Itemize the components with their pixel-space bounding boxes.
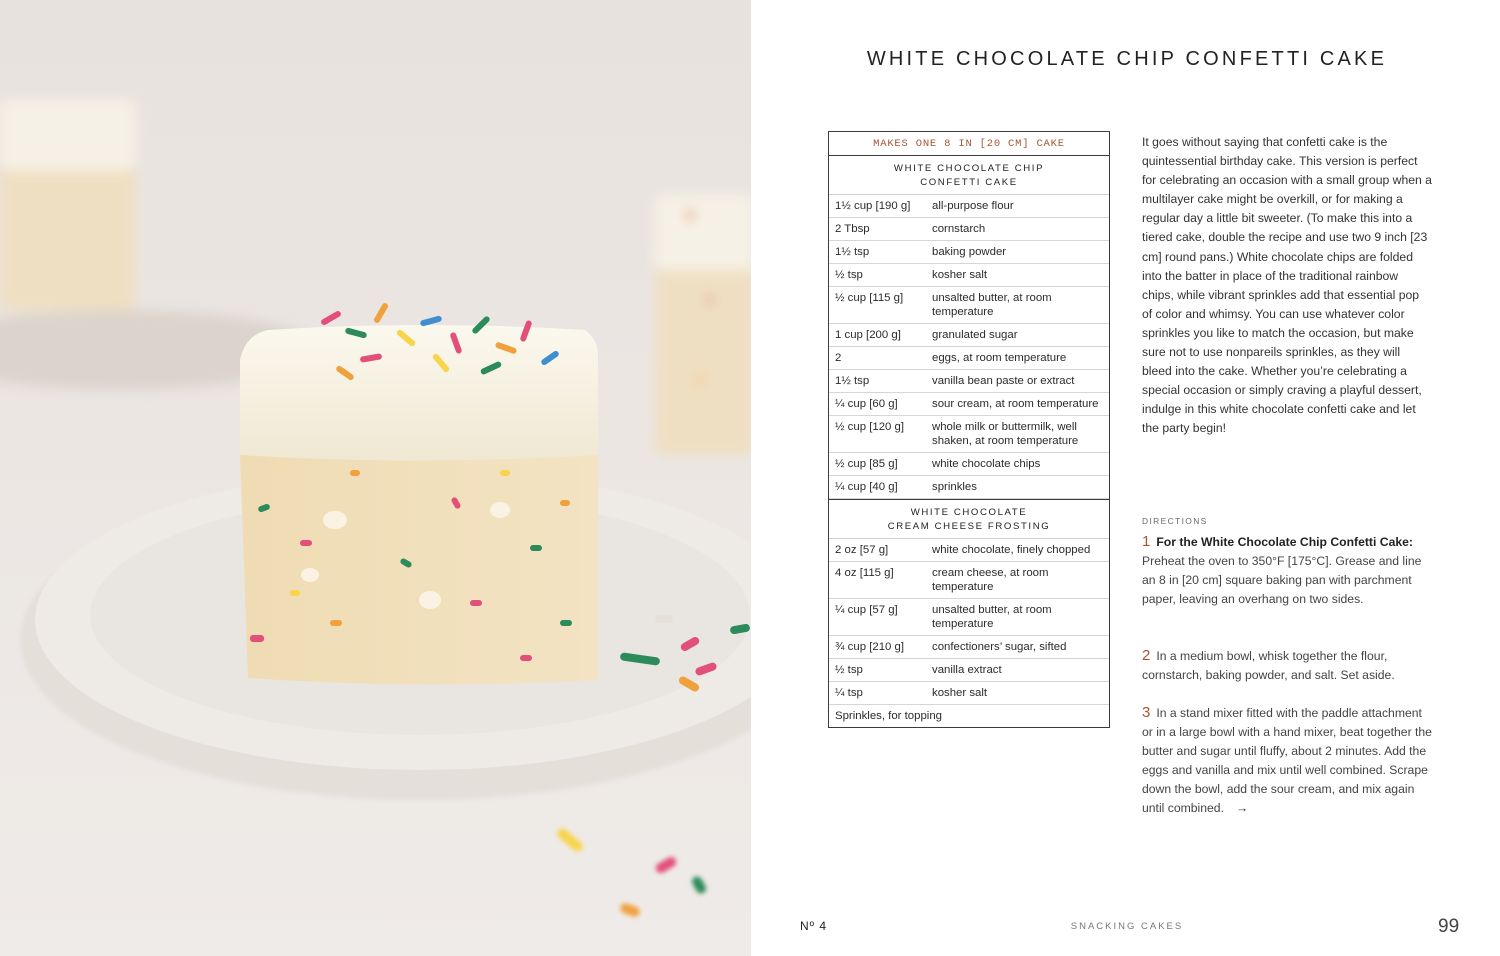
ingredient-quantity: ¼ tsp — [835, 687, 863, 699]
directions-label: DIRECTIONS — [1142, 516, 1208, 526]
ingredient-name: white chocolate, finely chopped — [932, 544, 1091, 556]
ingredient-sections — [829, 156, 1109, 727]
ingredient-name: all-purpose flour — [932, 200, 1014, 212]
ingredient-name: cream cheese, at room temperature — [932, 567, 1049, 593]
ingredient-quantity: 2 Tbsp — [835, 223, 870, 235]
ingredient-quantity: ½ cup [120 g] — [835, 421, 905, 433]
section-heading-line: CREAM CHEESE FROSTING — [887, 521, 1051, 532]
ingredient-row — [829, 562, 1109, 599]
ingredient-name: eggs, at room temperature — [932, 352, 1067, 364]
ingredient-row — [829, 241, 1109, 264]
ingredient-row — [829, 539, 1109, 562]
ingredient-quantity: 2 — [835, 352, 842, 364]
ingredient-row — [829, 636, 1109, 659]
ingredient-row — [829, 218, 1109, 241]
ingredient-name: unsalted butter, at room temperature — [932, 604, 1052, 630]
ingredient-row — [829, 347, 1109, 370]
continue-arrow-icon: → — [1235, 801, 1249, 816]
ingredient-name: confectioners’ sugar, sifted — [932, 641, 1067, 653]
ingredient-section-heading — [829, 156, 1109, 195]
ingredient-row — [829, 324, 1109, 347]
ingredient-section-heading — [829, 499, 1109, 539]
ingredient-quantity: 2 oz [57 g] — [835, 544, 889, 556]
ingredient-quantity: ½ tsp — [835, 269, 863, 281]
ingredient-name: whole milk or buttermilk, well shaken, at room temperature — [932, 421, 1079, 447]
ingredient-name: vanilla bean paste or extract — [932, 375, 1075, 387]
chapter-number: Nº 4 — [800, 919, 828, 933]
ingredient-name: cornstarch — [932, 223, 986, 235]
ingredient-quantity: ½ tsp — [835, 664, 863, 676]
ingredient-name: granulated sugar — [932, 329, 1018, 341]
ingredient-row — [829, 705, 1109, 727]
ingredient-row — [829, 453, 1109, 476]
yield-label: MAKES ONE 8 IN [20 CM] CAKE — [829, 132, 1109, 156]
ingredient-row — [829, 393, 1109, 416]
direction-step-3 — [1142, 703, 1432, 819]
section-heading-line: WHITE CHOCOLATE — [910, 507, 1028, 518]
ingredient-name: baking powder — [932, 246, 1007, 258]
ingredient-name: sour cream, at room temperature — [932, 398, 1099, 410]
ingredient-name: kosher salt — [932, 687, 988, 699]
ingredient-name: unsalted butter, at room temperature — [932, 292, 1052, 318]
ingredient-quantity: ½ cup [85 g] — [835, 458, 898, 470]
step-text: In a medium bowl, whisk together the flour, cornstarch, baking powder, and salt. Set aside. — [1142, 649, 1395, 683]
ingredient-row — [829, 682, 1109, 705]
ingredient-row — [829, 287, 1109, 324]
recipe-intro: It goes without saying that confetti cake is the quintessential birthday cake. This version is perfect for celebrating an occasion with a small group when a multilayer cake might be overkill, or for making a regular day a little bit sweeter. (To make this into a tiered cake, double the recipe and use two 9 inch [23 cm] round pans.) White chocolate chips are folded into the batter in place of the traditional rainbow chips, while vibrant sprinkles add that essential pop of color and whimsy. You can use whatever color sprinkles you like to match the occasion, but make sure not to use nonpareils sprinkles, as they will bleed into the cake. Whether you’re celebrating a special occasion or simply craving a playful dessert, indulge in this white chocolate confetti cake and let the party begin! — [1142, 135, 1432, 436]
step-text: Preheat the oven to 350°F [175°C]. Grease and line an 8 in [20 cm] square baking pan with parchment paper, leaving an overhang on two sides. — [1142, 554, 1422, 607]
ingredient-row — [829, 370, 1109, 393]
step-number: 1 — [1142, 533, 1151, 550]
recipe-title: WHITE CHOCOLATE CHIP CONFETTI CAKE — [866, 48, 1388, 70]
step-lead: For the White Chocolate Chip Confetti Cake: — [1156, 535, 1413, 549]
ingredients-table — [828, 131, 1110, 728]
ingredient-quantity: 1 cup [200 g] — [835, 329, 901, 341]
ingredient-quantity: ¾ cup [210 g] — [835, 641, 905, 653]
ingredient-name: vanilla extract — [932, 664, 1002, 676]
ingredient-row — [829, 416, 1109, 453]
ingredient-row — [829, 476, 1109, 499]
direction-step-2 — [1142, 646, 1432, 685]
ingredient-quantity: ¼ cup [60 g] — [835, 398, 898, 410]
direction-step-1 — [1142, 532, 1432, 609]
step-text: In a stand mixer fitted with the paddle attachment or in a large bowl with a hand mixer, beat together the butter and sugar until fluffy, about 2 minutes. Add the eggs and vanilla and mix until well combined. Scrape down the bowl, add the sour cream, and mix again until combined. — [1142, 706, 1432, 816]
page-number: 99 — [1438, 916, 1460, 937]
ingredient-name: kosher salt — [932, 269, 988, 281]
ingredient-name: white chocolate chips — [932, 458, 1041, 470]
ingredient-quantity: 1½ tsp — [835, 246, 870, 258]
ingredient-quantity: 4 oz [115 g] — [835, 567, 894, 579]
ingredient-quantity: ½ cup [115 g] — [835, 292, 904, 304]
section-heading-line: WHITE CHOCOLATE CHIP — [893, 163, 1045, 174]
ingredient-quantity: ¼ cup [57 g] — [835, 604, 898, 616]
step-number: 2 — [1142, 647, 1151, 664]
ingredient-quantity: Sprinkles, for topping — [835, 710, 943, 722]
ingredient-quantity: ¼ cup [40 g] — [835, 481, 898, 493]
ingredient-name: sprinkles — [932, 481, 977, 493]
ingredient-row — [829, 195, 1109, 218]
ingredient-row — [829, 599, 1109, 636]
ingredient-row — [829, 659, 1109, 682]
ingredient-row — [829, 264, 1109, 287]
chapter-title: SNACKING CAKES — [1070, 921, 1184, 932]
section-heading-line: CONFETTI CAKE — [920, 177, 1018, 188]
ingredient-quantity: 1½ tsp — [835, 375, 870, 387]
step-number: 3 — [1142, 704, 1151, 721]
ingredient-quantity: 1½ cup [190 g] — [835, 200, 911, 212]
